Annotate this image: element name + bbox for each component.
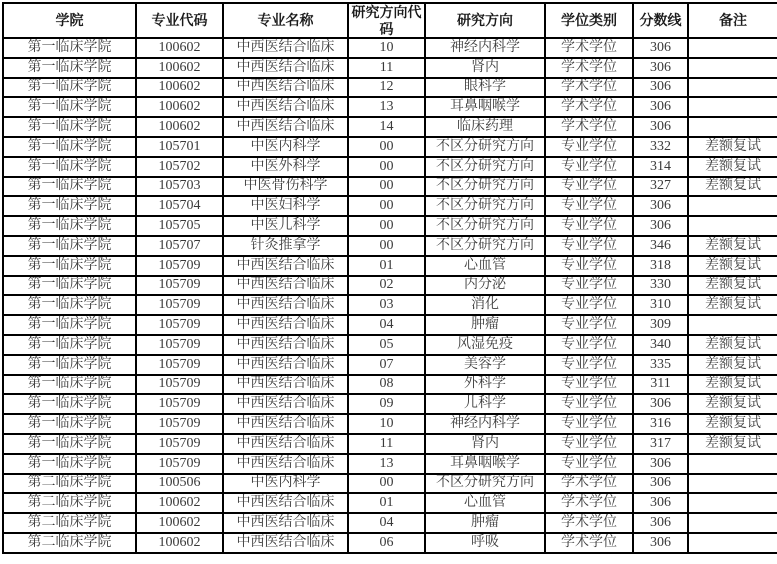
table-cell: 专业学位 [545,394,633,414]
table-cell: 中西医结合临床 [223,533,348,553]
table-cell: 学术学位 [545,97,633,117]
table-cell: 中医内科学 [223,137,348,157]
table-cell: 00 [348,474,425,494]
table-row [3,196,777,216]
column-header: 分数线 [633,3,688,38]
table-cell: 差额复试 [688,414,777,434]
table-cell: 第二临床学院 [3,474,136,494]
table-cell: 第一临床学院 [3,375,136,395]
table-cell: 09 [348,394,425,414]
table-cell: 316 [633,414,688,434]
table-cell: 差额复试 [688,355,777,375]
table-cell: 差额复试 [688,375,777,395]
table-cell: 中西医结合临床 [223,315,348,335]
table-cell: 学术学位 [545,38,633,58]
table-cell: 100602 [136,97,223,117]
table-body [3,38,777,553]
table-cell: 专业学位 [545,295,633,315]
table-row [3,295,777,315]
table-cell: 105709 [136,434,223,454]
table-cell: 中西医结合临床 [223,434,348,454]
table-cell: 第一临床学院 [3,355,136,375]
table-cell: 第一临床学院 [3,335,136,355]
table-cell: 差额复试 [688,394,777,414]
table-cell: 差额复试 [688,157,777,177]
table-row [3,177,777,197]
table-cell: 不区分研究方向 [425,216,545,236]
table-cell: 306 [633,97,688,117]
table-cell: 学术学位 [545,58,633,78]
table-cell: 02 [348,276,425,296]
table-cell: 306 [633,394,688,414]
table-cell: 中西医结合临床 [223,493,348,513]
table-cell: 耳鼻咽喉学 [425,454,545,474]
table-cell: 神经内科学 [425,414,545,434]
table-cell: 00 [348,137,425,157]
table-cell: 327 [633,177,688,197]
column-header: 学位类别 [545,3,633,38]
table-cell: 中西医结合临床 [223,276,348,296]
column-header: 专业名称 [223,3,348,38]
table-cell: 第一临床学院 [3,137,136,157]
table-cell: 310 [633,295,688,315]
table-row [3,394,777,414]
table-cell: 学术学位 [545,117,633,137]
table-cell: 第一临床学院 [3,196,136,216]
table-cell: 第一临床学院 [3,117,136,137]
table-cell: 105701 [136,137,223,157]
table-cell: 专业学位 [545,256,633,276]
table-cell: 耳鼻咽喉学 [425,97,545,117]
table-cell [688,474,777,494]
table-cell: 不区分研究方向 [425,157,545,177]
table-cell: 13 [348,97,425,117]
table-cell: 306 [633,78,688,98]
column-header: 研究方向 [425,3,545,38]
table-cell: 12 [348,78,425,98]
table-cell: 105705 [136,216,223,236]
table-cell: 第一临床学院 [3,394,136,414]
table-cell [688,454,777,474]
table-cell: 330 [633,276,688,296]
table-cell: 第一临床学院 [3,295,136,315]
table-cell: 105709 [136,375,223,395]
table-cell: 消化 [425,295,545,315]
table-cell: 差额复试 [688,295,777,315]
table-cell: 学术学位 [545,78,633,98]
table-cell: 105704 [136,196,223,216]
table-cell: 专业学位 [545,414,633,434]
table-cell: 呼吸 [425,533,545,553]
table-cell: 第一临床学院 [3,216,136,236]
table-cell: 不区分研究方向 [425,177,545,197]
table-cell: 306 [633,474,688,494]
table-cell: 学术学位 [545,493,633,513]
table-row [3,335,777,355]
table-cell: 309 [633,315,688,335]
table-row [3,414,777,434]
table-cell: 专业学位 [545,137,633,157]
table-cell: 第二临床学院 [3,493,136,513]
table-cell [688,493,777,513]
table-cell: 第二临床学院 [3,513,136,533]
table-cell: 肿瘤 [425,315,545,335]
table-cell: 外科学 [425,375,545,395]
table-cell: 专业学位 [545,355,633,375]
table-cell [688,78,777,98]
table-cell: 105709 [136,454,223,474]
table-cell: 第一临床学院 [3,434,136,454]
table-cell: 神经内科学 [425,38,545,58]
table-cell: 105709 [136,295,223,315]
table-cell: 100602 [136,493,223,513]
table-row [3,513,777,533]
table-cell: 专业学位 [545,276,633,296]
table-cell: 眼科学 [425,78,545,98]
table-cell: 不区分研究方向 [425,474,545,494]
column-header: 研究方向代码 [348,3,425,38]
table-cell: 针灸推拿学 [223,236,348,256]
table-cell: 06 [348,533,425,553]
table-cell: 306 [633,196,688,216]
column-header: 备注 [688,3,777,38]
table-cell [688,196,777,216]
table-cell: 00 [348,216,425,236]
table-cell: 肾内 [425,434,545,454]
table-cell: 中医外科学 [223,157,348,177]
table-cell: 05 [348,335,425,355]
table-cell: 差额复试 [688,236,777,256]
table-cell: 00 [348,157,425,177]
table-cell: 314 [633,157,688,177]
table-cell: 08 [348,375,425,395]
table-cell: 专业学位 [545,315,633,335]
table-cell: 差额复试 [688,137,777,157]
header-row [3,3,777,38]
table-row [3,434,777,454]
table-cell: 第一临床学院 [3,78,136,98]
table-cell: 105709 [136,315,223,335]
table-cell: 306 [633,513,688,533]
table-cell: 中西医结合临床 [223,414,348,434]
table-cell: 临床药理 [425,117,545,137]
table-cell: 01 [348,256,425,276]
table-cell: 差额复试 [688,434,777,454]
table-cell: 105702 [136,157,223,177]
table-cell: 306 [633,533,688,553]
table-cell: 差额复试 [688,177,777,197]
table-cell: 第一临床学院 [3,97,136,117]
table-cell: 差额复试 [688,335,777,355]
table-cell: 318 [633,256,688,276]
table-cell: 第一临床学院 [3,58,136,78]
table-cell: 中西医结合临床 [223,335,348,355]
table-cell: 306 [633,454,688,474]
table-cell: 335 [633,355,688,375]
table-cell: 第一临床学院 [3,177,136,197]
table-cell: 第一临床学院 [3,256,136,276]
table-cell: 中医骨伤科学 [223,177,348,197]
table-cell: 03 [348,295,425,315]
table-cell: 专业学位 [545,177,633,197]
table-cell: 306 [633,58,688,78]
table-cell: 中西医结合临床 [223,394,348,414]
table-cell: 105703 [136,177,223,197]
table-cell: 学术学位 [545,474,633,494]
table-cell: 第一临床学院 [3,454,136,474]
table-cell: 第一临床学院 [3,414,136,434]
table-row [3,58,777,78]
table-cell: 内分泌 [425,276,545,296]
table-row [3,157,777,177]
table-cell: 中西医结合临床 [223,295,348,315]
table-cell: 第一临床学院 [3,236,136,256]
table-cell: 专业学位 [545,236,633,256]
table-cell: 第一临床学院 [3,38,136,58]
table-row [3,216,777,236]
table-cell [688,117,777,137]
table-cell: 105709 [136,276,223,296]
table-row [3,38,777,58]
table-cell: 不区分研究方向 [425,236,545,256]
table-row [3,493,777,513]
table-cell: 306 [633,117,688,137]
table-cell: 13 [348,454,425,474]
table-cell: 317 [633,434,688,454]
table-cell: 100602 [136,117,223,137]
table-cell: 中医内科学 [223,474,348,494]
table-cell: 中西医结合临床 [223,58,348,78]
table-cell: 100602 [136,78,223,98]
table-cell: 105709 [136,394,223,414]
table-cell: 01 [348,493,425,513]
table-row [3,454,777,474]
table-cell: 340 [633,335,688,355]
table-cell: 100602 [136,533,223,553]
table-cell [688,216,777,236]
table-cell: 专业学位 [545,216,633,236]
table-cell: 专业学位 [545,434,633,454]
table-cell: 儿科学 [425,394,545,414]
table-cell: 100602 [136,38,223,58]
table-cell [688,58,777,78]
table-cell: 10 [348,414,425,434]
table-cell: 346 [633,236,688,256]
table-cell: 第一临床学院 [3,315,136,335]
table-cell: 306 [633,216,688,236]
table-cell: 00 [348,236,425,256]
table-row [3,375,777,395]
table-cell: 不区分研究方向 [425,137,545,157]
table-cell: 105709 [136,335,223,355]
table-cell: 美容学 [425,355,545,375]
table-cell: 11 [348,58,425,78]
table-row [3,97,777,117]
table-cell: 07 [348,355,425,375]
table-cell: 第一临床学院 [3,157,136,177]
table-cell: 学术学位 [545,533,633,553]
table-cell: 专业学位 [545,454,633,474]
table-cell: 105709 [136,414,223,434]
table-row [3,315,777,335]
table-cell: 肿瘤 [425,513,545,533]
table-cell: 04 [348,513,425,533]
table-cell: 专业学位 [545,335,633,355]
table-cell: 中西医结合临床 [223,78,348,98]
table-cell: 中西医结合临床 [223,513,348,533]
column-header: 专业代码 [136,3,223,38]
table-cell: 105709 [136,256,223,276]
table-cell: 专业学位 [545,157,633,177]
table-row [3,256,777,276]
table-cell: 11 [348,434,425,454]
table-cell: 不区分研究方向 [425,196,545,216]
table-row [3,276,777,296]
table-cell: 中西医结合临床 [223,355,348,375]
table-cell [688,97,777,117]
table-cell [688,38,777,58]
table-cell: 311 [633,375,688,395]
table-cell: 100506 [136,474,223,494]
table-cell: 306 [633,493,688,513]
table-row [3,236,777,256]
table-cell: 332 [633,137,688,157]
table-cell: 00 [348,196,425,216]
column-header: 学院 [3,3,136,38]
table-cell: 风湿免疫 [425,335,545,355]
table-cell: 105709 [136,355,223,375]
table-cell: 10 [348,38,425,58]
table-cell: 中西医结合临床 [223,256,348,276]
table-cell: 00 [348,177,425,197]
table-cell: 105707 [136,236,223,256]
table-cell: 100602 [136,58,223,78]
table-cell: 第二临床学院 [3,533,136,553]
admission-score-table [2,2,777,554]
table-cell: 14 [348,117,425,137]
table-cell: 第一临床学院 [3,276,136,296]
table-cell: 中西医结合临床 [223,38,348,58]
table-cell: 中西医结合临床 [223,454,348,474]
table-cell: 差额复试 [688,256,777,276]
table-cell: 中西医结合临床 [223,117,348,137]
table-cell [688,315,777,335]
table-row [3,355,777,375]
table-cell [688,513,777,533]
table-cell: 差额复试 [688,276,777,296]
table-cell: 04 [348,315,425,335]
table-cell: 专业学位 [545,375,633,395]
table-cell: 学术学位 [545,513,633,533]
table-cell: 肾内 [425,58,545,78]
table-row [3,474,777,494]
table-cell: 中医儿科学 [223,216,348,236]
table-row [3,117,777,137]
table-cell: 中西医结合临床 [223,375,348,395]
table-cell: 中医妇科学 [223,196,348,216]
table-cell: 100602 [136,513,223,533]
table-cell [688,533,777,553]
table-row [3,78,777,98]
table-cell: 心血管 [425,256,545,276]
table-cell: 专业学位 [545,196,633,216]
table-row [3,533,777,553]
table-row [3,137,777,157]
table-cell: 心血管 [425,493,545,513]
table-cell: 306 [633,38,688,58]
table-cell: 中西医结合临床 [223,97,348,117]
